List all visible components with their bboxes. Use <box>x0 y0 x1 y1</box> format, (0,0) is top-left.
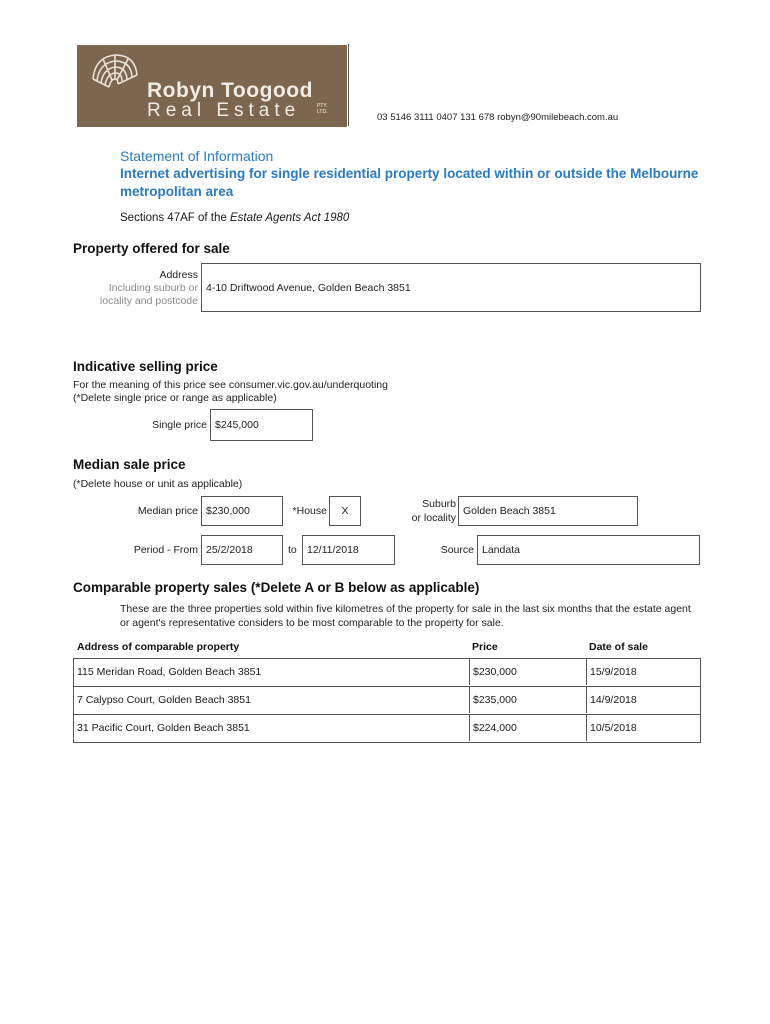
contact-details: 03 5146 3111 0407 131 678 robyn@90milebeach.com.au <box>377 112 619 123</box>
column-header-date: Date of sale <box>589 641 648 653</box>
row-date: 14/9/2018 <box>590 694 637 706</box>
sections-prefix: Sections 47AF of the <box>120 212 230 224</box>
logo-name: Robyn Toogood <box>147 79 313 102</box>
address-field[interactable]: 4-10 Driftwood Avenue, Golden Beach 3851 <box>201 263 701 312</box>
row-price: $235,000 <box>473 694 517 706</box>
house-label: *House <box>292 505 327 517</box>
suburb-label-2: or locality <box>411 512 456 524</box>
median-heading: Median sale price <box>73 457 186 472</box>
column-header-address: Address of comparable property <box>77 641 240 653</box>
table-row <box>73 715 701 743</box>
suburb-label-1: Suburb <box>422 498 456 510</box>
median-note: (*Delete house or unit as applicable) <box>73 478 243 490</box>
column-header-price: Price <box>472 641 498 653</box>
source-label: Source <box>440 544 474 556</box>
table-row <box>73 659 701 687</box>
logo-divider <box>348 44 349 126</box>
suburb-field[interactable]: Golden Beach 3851 <box>458 496 638 526</box>
row-date: 10/5/2018 <box>590 722 637 734</box>
address-hint-1: Including suburb or <box>108 282 198 294</box>
period-to-label: to <box>288 544 297 556</box>
address-label: Address <box>159 269 198 281</box>
shell-icon <box>85 49 141 105</box>
indicative-heading: Indicative selling price <box>73 359 218 374</box>
period-from-field[interactable]: 25/2/2018 <box>201 535 283 565</box>
comparable-description: These are the three properties sold within five kilometres of the property for sale in the last six months that the estate agent or agent's representative considers to be most comparable to the property for sale. <box>120 603 691 629</box>
row-address: 31 Pacific Court, Golden Beach 3851 <box>77 722 250 734</box>
indicative-note-2: (*Delete single price or range as applicable) <box>73 392 277 404</box>
single-price-field[interactable]: $245,000 <box>210 409 313 441</box>
median-price-field[interactable]: $230,000 <box>201 496 283 526</box>
act-name: Estate Agents Act 1980 <box>229 212 350 224</box>
median-price-label: Median price <box>137 505 198 517</box>
table-row <box>73 687 701 715</box>
row-price: $230,000 <box>473 666 517 678</box>
suburb-label-block <box>380 497 456 525</box>
agency-logo <box>77 45 347 127</box>
period-label: Period - From <box>133 544 198 556</box>
sections-reference <box>120 212 349 224</box>
statement-title: Statement of Information <box>120 148 274 164</box>
logo-subtitle: Real Estate <box>147 100 301 121</box>
address-label-block <box>60 269 198 308</box>
row-address: 115 Meridan Road, Golden Beach 3851 <box>77 666 262 678</box>
document-headline: Internet advertising for single residential property located within or outside the Melbourne metropolitan area <box>120 166 699 199</box>
period-to-field[interactable]: 12/11/2018 <box>302 535 395 565</box>
comparable-heading: Comparable property sales (*Delete A or B below as applicable) <box>73 580 480 595</box>
row-price: $224,000 <box>473 722 517 734</box>
indicative-note-1: For the meaning of this price see consumer.vic.gov.au/underquoting <box>73 379 388 391</box>
property-heading: Property offered for sale <box>73 241 230 256</box>
row-date: 15/9/2018 <box>590 666 637 678</box>
row-address: 7 Calypso Court, Golden Beach 3851 <box>77 694 251 706</box>
house-checkbox[interactable]: X <box>329 496 361 526</box>
source-field[interactable]: Landata <box>477 535 700 565</box>
logo-suffix: PTY. LTD. <box>317 103 328 115</box>
address-hint-2: locality and postcode <box>99 295 198 307</box>
single-price-label: Single price <box>152 419 207 431</box>
